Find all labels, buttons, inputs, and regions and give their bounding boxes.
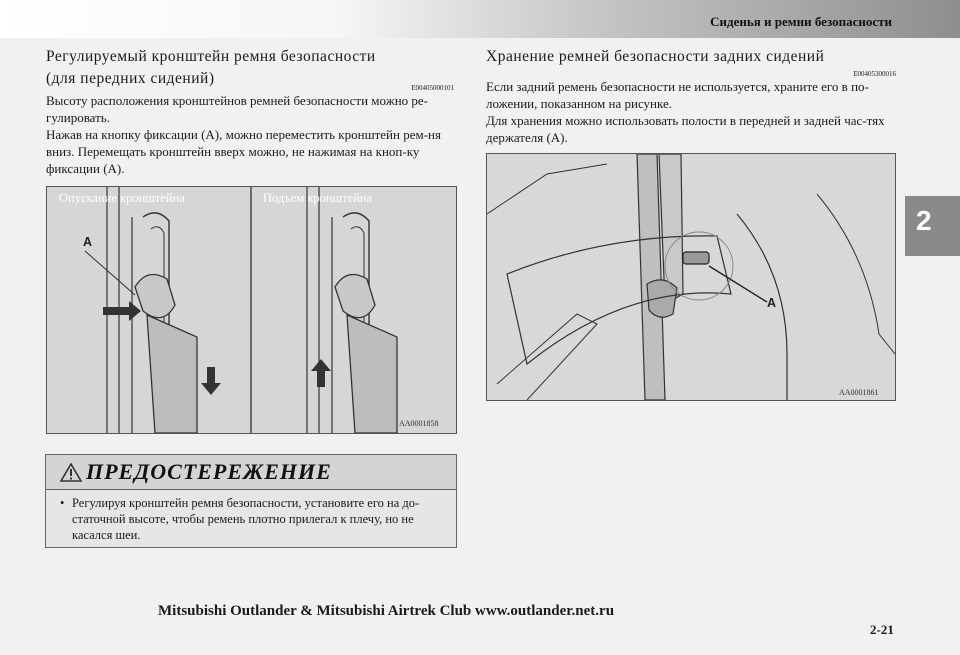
footer-site: Mitsubishi Outlander & Mitsubishi Airtrek Club www.outlander.net.ru — [158, 603, 615, 619]
section-title-left-line2: (для передних сидений) — [46, 70, 215, 87]
section-code-left: E00405000101 — [411, 84, 454, 92]
figure-marker-a: A — [83, 235, 93, 249]
figure-label-lower: Опускание кронштейна — [59, 191, 185, 205]
figure-code: AA0001858 — [399, 419, 439, 428]
warning-header — [46, 455, 456, 490]
warning-box — [45, 454, 457, 548]
paragraph: Нажав на кнопку фиксации (A), можно переместить кронштейн рем-ня вниз. Перемещать кронштейн вверх можно, не нажимая на кноп-ку фиксации (A). — [46, 127, 441, 176]
figure-label-raise: Подъем кронштейна — [263, 191, 373, 205]
right-column — [486, 46, 896, 146]
figure-code: AA0001861 — [839, 388, 879, 397]
running-header: Сиденья и ремни безопасности — [710, 14, 892, 29]
figure-belt-anchor — [46, 186, 457, 434]
chapter-tab — [905, 196, 960, 256]
warning-title: ПРЕДОСТЕРЕЖЕНИЕ — [86, 459, 332, 484]
paragraph: Если задний ремень безопасности не используется, храните его в по-ложении, показанном на рисунке. — [486, 79, 869, 111]
warning-text — [60, 495, 450, 543]
paragraph: Для хранения можно использовать полости в передней и задней час-тях держателя (A). — [486, 113, 885, 145]
page-number: 2-21 — [870, 622, 894, 637]
section-code-right: E00405300016 — [853, 70, 896, 78]
rear-belt-illustration — [487, 154, 895, 400]
chapter-number: 2 — [916, 205, 932, 236]
bullet: • — [60, 496, 65, 510]
warning-triangle-icon — [60, 463, 82, 482]
figure-rear-belt-storage — [486, 153, 896, 401]
warning-body: Регулируя кронштейн ремня безопасности, установите его на до-статочной высоте, чтобы ремень плотно прилегал к плечу, но не касался шеи. — [72, 496, 420, 542]
paragraph: Высоту расположения кронштейнов ремней безопасности можно ре-гулировать. — [46, 93, 429, 125]
figure-marker-a: A — [767, 296, 777, 310]
left-column — [46, 46, 454, 177]
belt-anchor-illustration — [47, 187, 456, 433]
section-title-right: Хранение ремней безопасности задних сидений — [486, 48, 825, 65]
section-title-left: Регулируемый кронштейн ремня безопасности — [46, 48, 376, 65]
